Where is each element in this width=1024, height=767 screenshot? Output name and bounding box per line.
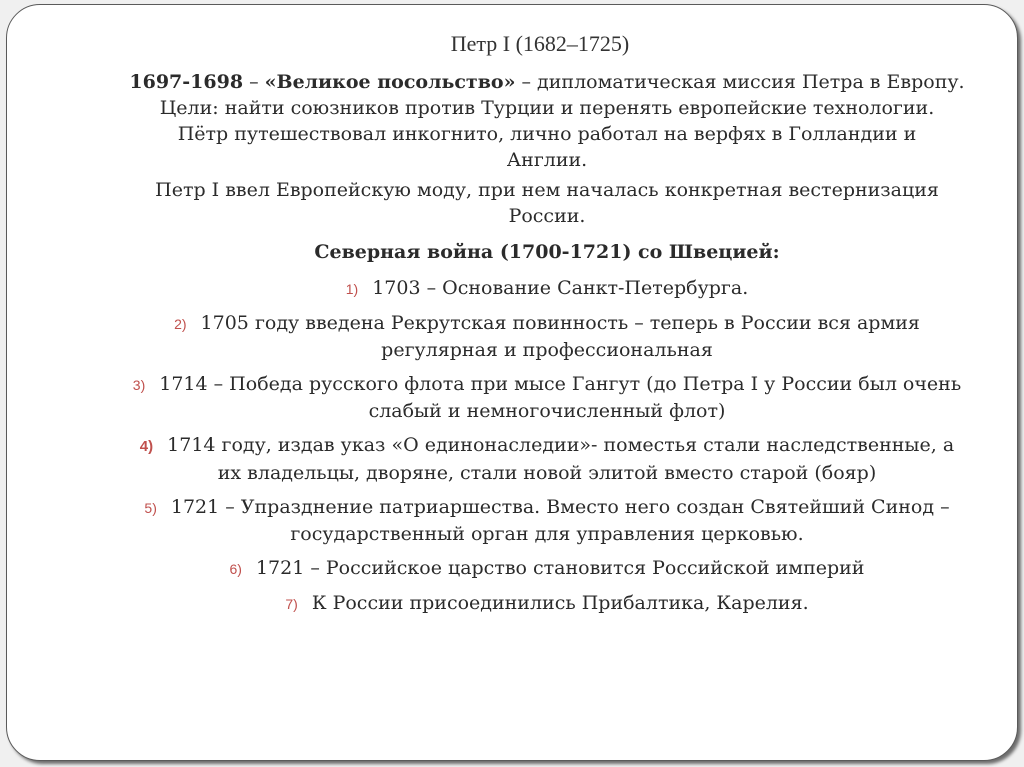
list-item-line-2: регулярная и профессиональная [381, 339, 713, 361]
list-item [107, 310, 987, 363]
embassy-line-4: Англии. [506, 149, 588, 171]
westernization-line-2: России. [508, 205, 586, 227]
list-item-number: 4) [139, 438, 154, 455]
list-item-number: 5) [144, 500, 157, 516]
slide-body [107, 69, 987, 625]
embassy-years: 1697-1698 [129, 71, 244, 93]
list-item-line-2: слабый и немногочисленный флот) [368, 400, 726, 422]
list-item-number: 2) [174, 316, 187, 332]
list-item-line-1 [107, 432, 987, 460]
westernization-paragraph [107, 177, 987, 229]
list-item-text: 1714 году, издав указ «О единонаследии»- поместья стали наследственные, а [167, 434, 955, 456]
list-item-line-1 [107, 275, 987, 302]
embassy-line-3: Пётр путешествовал инкогнито, лично работал на верфях в Голландии и [177, 123, 917, 145]
list-item-text: 1721 – Российское царство становится Российской империй [255, 557, 865, 579]
westernization-line-1: Петр I ввел Европейскую моду, при нем началась конкретная вестернизация [155, 179, 939, 201]
war-heading: Северная война (1700-1721) со Швецией: [314, 241, 780, 263]
list-item-line-2: государственный орган для управления церковью. [290, 523, 804, 545]
list-item-line-1 [107, 310, 987, 337]
embassy-line-2: Цели: найти союзников против Турции и перенять европейские технологии. [159, 97, 935, 119]
list-item-text: 1714 – Победа русского флота при мысе Гангут (до Петра I у России был очень [159, 373, 962, 395]
list-item [107, 371, 987, 424]
list-item-number: 3) [132, 377, 146, 393]
list-item-line-1 [107, 494, 987, 521]
list-item-number: 6) [229, 561, 242, 577]
list-item [107, 555, 987, 582]
list-item [107, 432, 987, 486]
list-item-number: 1) [345, 281, 359, 297]
slide [6, 4, 1018, 761]
list-item [107, 494, 987, 547]
list-item [107, 275, 987, 302]
embassy-paragraph [107, 69, 987, 173]
embassy-name: «Великое посольство» [264, 71, 516, 93]
list-item-line-1 [107, 371, 987, 398]
slide-title: Петр I (1682–1725) [450, 31, 630, 56]
list-item-line-2: их владельцы, дворяне, стали новой элитой вместо старой (бояр) [217, 462, 877, 484]
embassy-dash: – [243, 71, 265, 93]
list-item [107, 590, 987, 617]
list-item-text: 1721 – Упразднение патриаршества. Вместо него создан Святейший Синод – [170, 496, 950, 518]
embassy-description: – дипломатическая миссия Петра в Европу. [515, 71, 965, 93]
embassy-line-1 [107, 69, 987, 95]
war-list [107, 275, 987, 617]
list-item-text: 1703 – Основание Санкт-Петербурга. [372, 277, 749, 299]
list-item-line-1 [107, 590, 987, 617]
list-item-text: К России присоединились Прибалтика, Карелия. [311, 592, 809, 614]
list-item-line-1 [107, 555, 987, 582]
list-item-text: 1705 году введена Рекрутская повинность – теперь в России вся армия [200, 312, 920, 334]
list-item-number: 7) [285, 596, 298, 612]
